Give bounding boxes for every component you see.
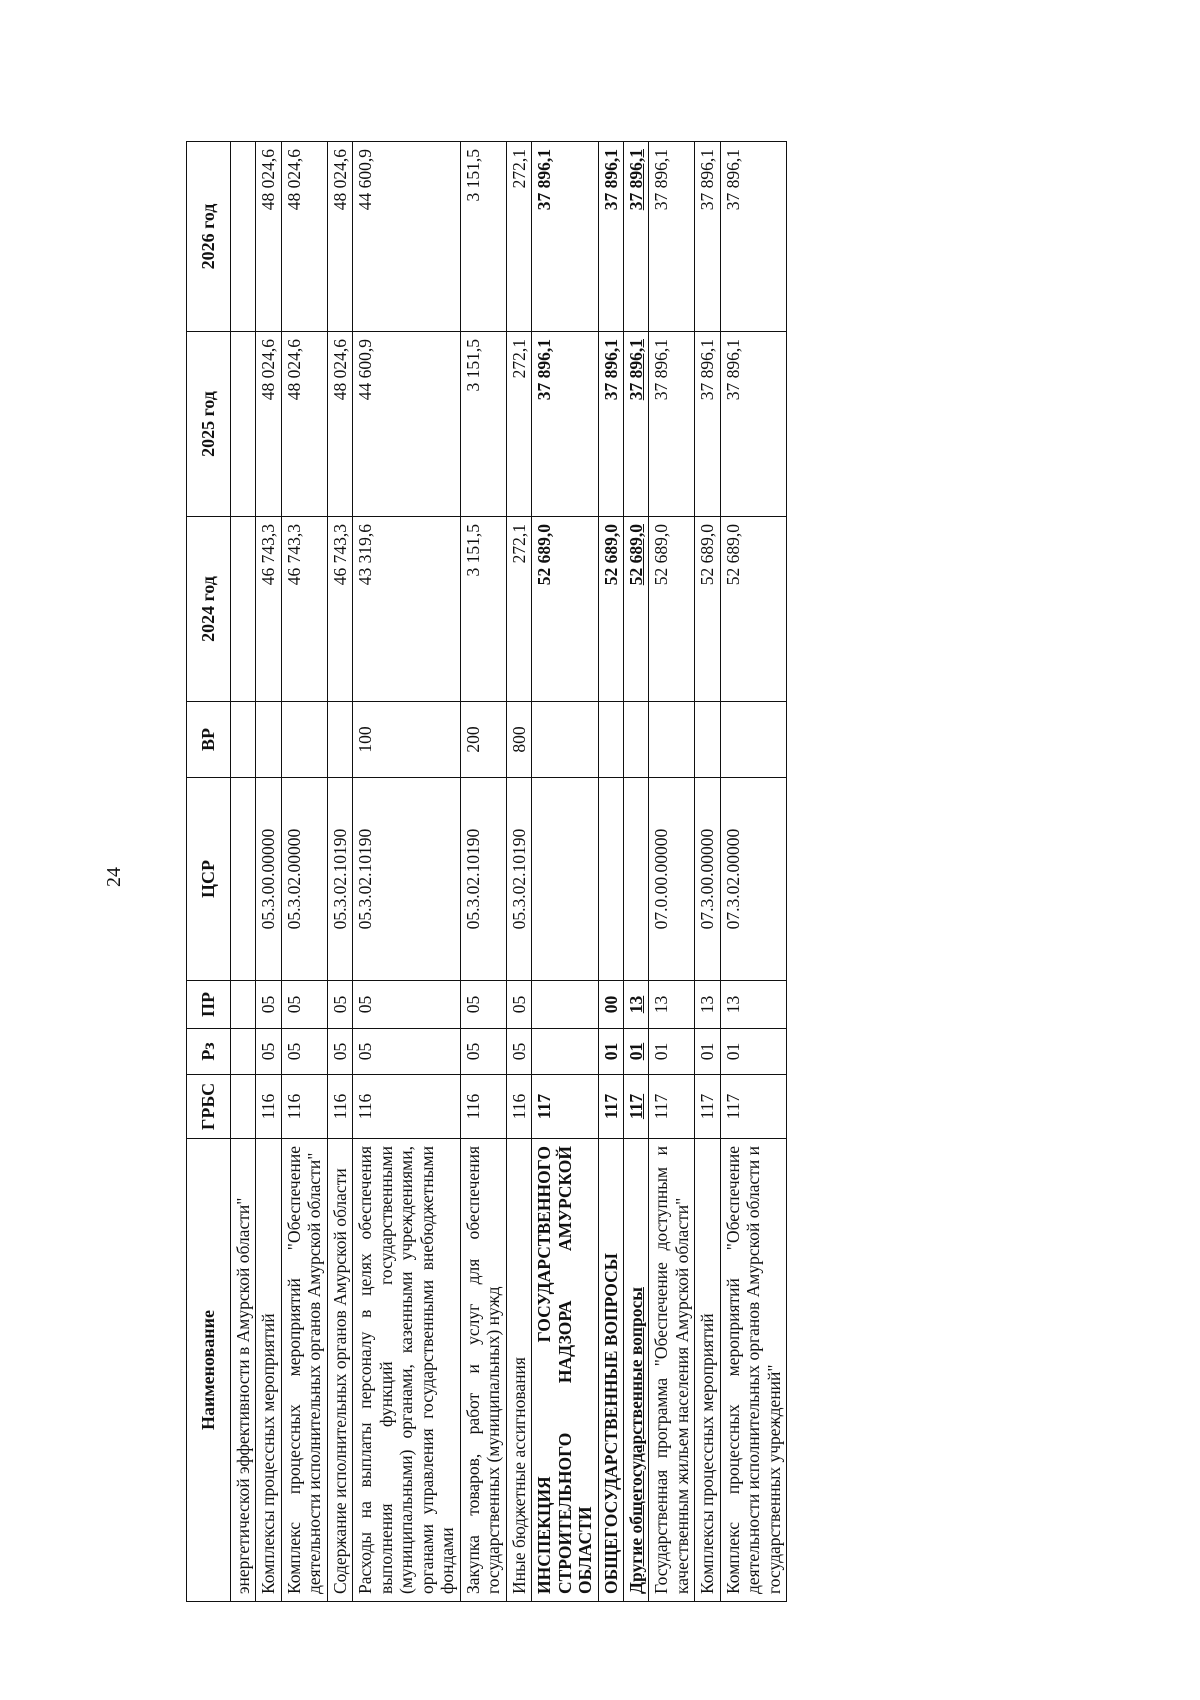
table-row (695, 142, 720, 1602)
cell-name: Комплексы процессных мероприятий (695, 1139, 720, 1602)
cell-vr (720, 702, 786, 778)
cell-rz: 01 (649, 1029, 695, 1075)
cell-2025: 37 896,1 (695, 332, 720, 517)
cell-name: Комплексы процессных мероприятий (256, 1139, 281, 1602)
header-2025: 2025 год (187, 332, 231, 517)
header-vr: ВР (187, 702, 231, 778)
cell-csr: 05.3.02.10190 (460, 778, 506, 981)
cell-grbs: 116 (353, 1075, 460, 1139)
table-row (353, 142, 460, 1602)
cell-rz: 05 (460, 1029, 506, 1075)
cell-grbs: 116 (327, 1075, 352, 1139)
cell-2024: 46 743,3 (327, 517, 352, 702)
cell-pr: 13 (649, 981, 695, 1029)
cell-csr (598, 778, 623, 981)
cell-2025: 272,1 (506, 332, 531, 517)
table-row (532, 142, 598, 1602)
cell-csr: 07.3.00.00000 (695, 778, 720, 981)
cell-grbs: 117 (598, 1075, 623, 1139)
cell-grbs: 117 (649, 1075, 695, 1139)
cell-2024: 46 743,3 (256, 517, 281, 702)
cell-name: ИНСПЕКЦИЯ ГОСУДАРСТВЕННОГО СТРОИТЕЛЬНОГО НАДЗОРА АМУРСКОЙ ОБЛАСТИ (532, 1139, 598, 1602)
cell-pr: 13 (695, 981, 720, 1029)
cell-vr (327, 702, 352, 778)
cell-csr (623, 778, 648, 981)
header-pr: ПР (187, 981, 231, 1029)
cell-name: Комплекс процессных мероприятий "Обеспечение деятельности исполнительных органов Амурской области" (281, 1139, 327, 1602)
cell-2024: 52 689,0 (598, 517, 623, 702)
cell-2025: 37 896,1 (649, 332, 695, 517)
header-grbs: ГРБС (187, 1075, 231, 1139)
header-2026: 2026 год (187, 142, 231, 332)
cell-pr: 05 (460, 981, 506, 1029)
table-row (256, 142, 281, 1602)
cell-csr: 05.3.02.00000 (281, 778, 327, 981)
cell-name: Содержание исполнительных органов Амурской области (327, 1139, 352, 1602)
cell-pr: 05 (506, 981, 531, 1029)
cell-2025: 37 896,1 (623, 332, 648, 517)
cell-grbs: 117 (720, 1075, 786, 1139)
cell-grbs: 117 (695, 1075, 720, 1139)
cell-pr: 05 (353, 981, 460, 1029)
page-number: 24 (103, 867, 125, 887)
cell-vr (532, 702, 598, 778)
cell-2025: 48 024,6 (327, 332, 352, 517)
cell-name: Расходы на выплаты персоналу в целях обеспечения выполнения функций государственными (муниципальными) органами, казенными учреждениями, органами управления государственными внебюджетными фондами (353, 1139, 460, 1602)
cell-rz: 05 (256, 1029, 281, 1075)
cell-grbs (231, 1075, 256, 1139)
cell-vr (623, 702, 648, 778)
cell-vr (281, 702, 327, 778)
cell-2024: 272,1 (506, 517, 531, 702)
cell-2025: 37 896,1 (532, 332, 598, 517)
cell-2026: 37 896,1 (695, 142, 720, 332)
cell-2026: 48 024,6 (327, 142, 352, 332)
table-header-row (187, 142, 231, 1602)
cell-rz: 05 (353, 1029, 460, 1075)
cell-csr: 07.0.00.00000 (649, 778, 695, 981)
table-row (720, 142, 786, 1602)
header-name: Наименование (187, 1139, 231, 1602)
cell-rz: 05 (506, 1029, 531, 1075)
cell-rz: 05 (327, 1029, 352, 1075)
cell-csr: 05.3.02.10190 (353, 778, 460, 981)
cell-name: ОБЩЕГОСУДАРСТВЕННЫЕ ВОПРОСЫ (598, 1139, 623, 1602)
cell-2024: 43 319,6 (353, 517, 460, 702)
cell-2026: 37 896,1 (598, 142, 623, 332)
cell-csr: 07.3.02.00000 (720, 778, 786, 981)
cell-2026: 37 896,1 (649, 142, 695, 332)
cell-vr (695, 702, 720, 778)
cell-2024: 46 743,3 (281, 517, 327, 702)
cell-2025: 44 600,9 (353, 332, 460, 517)
cell-pr: 05 (327, 981, 352, 1029)
cell-csr (231, 778, 256, 981)
cell-rz (231, 1029, 256, 1075)
cell-2026: 3 151,5 (460, 142, 506, 332)
cell-pr: 05 (256, 981, 281, 1029)
cell-name: энергетической эффективности в Амурской области" (231, 1139, 256, 1602)
header-csr: ЦСР (187, 778, 231, 981)
cell-vr (256, 702, 281, 778)
cell-pr: 13 (623, 981, 648, 1029)
cell-rz: 01 (695, 1029, 720, 1075)
table-row (598, 142, 623, 1602)
table-row (231, 142, 256, 1602)
cell-2025: 48 024,6 (281, 332, 327, 517)
table-body (231, 142, 787, 1602)
cell-2026: 37 896,1 (623, 142, 648, 332)
cell-2024: 52 689,0 (695, 517, 720, 702)
cell-2026: 37 896,1 (720, 142, 786, 332)
cell-vr (649, 702, 695, 778)
cell-csr: 05.3.00.00000 (256, 778, 281, 981)
cell-2025: 37 896,1 (720, 332, 786, 517)
cell-name: Закупка товаров, работ и услуг для обеспечения государственных (муниципальных) нужд (460, 1139, 506, 1602)
cell-vr (231, 702, 256, 778)
cell-grbs: 116 (460, 1075, 506, 1139)
cell-name: Государственная программа "Обеспечение доступным и качественным жильем населения Амурской области" (649, 1139, 695, 1602)
cell-2024: 52 689,0 (623, 517, 648, 702)
cell-2026 (231, 142, 256, 332)
header-rz: Рз (187, 1029, 231, 1075)
cell-grbs: 117 (532, 1075, 598, 1139)
cell-name: Другие общегосударственные вопросы (623, 1139, 648, 1602)
cell-grbs: 116 (281, 1075, 327, 1139)
table-row (623, 142, 648, 1602)
cell-rz: 01 (623, 1029, 648, 1075)
cell-csr: 05.3.02.10190 (327, 778, 352, 981)
cell-2025: 37 896,1 (598, 332, 623, 517)
cell-csr: 05.3.02.10190 (506, 778, 531, 981)
table-row (460, 142, 506, 1602)
cell-pr (532, 981, 598, 1029)
cell-name: Комплекс процессных мероприятий "Обеспечение деятельности исполнительных органов Амурской области и государственных учреждений" (720, 1139, 786, 1602)
cell-vr: 200 (460, 702, 506, 778)
header-2024: 2024 год (187, 517, 231, 702)
cell-2026: 44 600,9 (353, 142, 460, 332)
cell-2025 (231, 332, 256, 517)
cell-vr: 800 (506, 702, 531, 778)
cell-csr (532, 778, 598, 981)
cell-2024: 52 689,0 (649, 517, 695, 702)
table-row (506, 142, 531, 1602)
cell-2026: 37 896,1 (532, 142, 598, 332)
cell-pr (231, 981, 256, 1029)
cell-grbs: 117 (623, 1075, 648, 1139)
cell-rz: 05 (281, 1029, 327, 1075)
cell-vr (598, 702, 623, 778)
table-row (327, 142, 352, 1602)
table-row (649, 142, 695, 1602)
cell-2024: 3 151,5 (460, 517, 506, 702)
cell-2025: 48 024,6 (256, 332, 281, 517)
cell-name: Иные бюджетные ассигнования (506, 1139, 531, 1602)
cell-2024: 52 689,0 (720, 517, 786, 702)
cell-2024 (231, 517, 256, 702)
budget-table (186, 141, 787, 1602)
cell-2024: 52 689,0 (532, 517, 598, 702)
cell-2026: 272,1 (506, 142, 531, 332)
cell-2026: 48 024,6 (281, 142, 327, 332)
cell-rz: 01 (598, 1029, 623, 1075)
cell-grbs: 116 (256, 1075, 281, 1139)
cell-2025: 3 151,5 (460, 332, 506, 517)
cell-rz: 01 (720, 1029, 786, 1075)
cell-vr: 100 (353, 702, 460, 778)
table-row (281, 142, 327, 1602)
cell-pr: 00 (598, 981, 623, 1029)
cell-grbs: 116 (506, 1075, 531, 1139)
cell-rz (532, 1029, 598, 1075)
cell-2026: 48 024,6 (256, 142, 281, 332)
budget-table-container (186, 142, 1200, 1602)
cell-pr: 13 (720, 981, 786, 1029)
cell-pr: 05 (281, 981, 327, 1029)
